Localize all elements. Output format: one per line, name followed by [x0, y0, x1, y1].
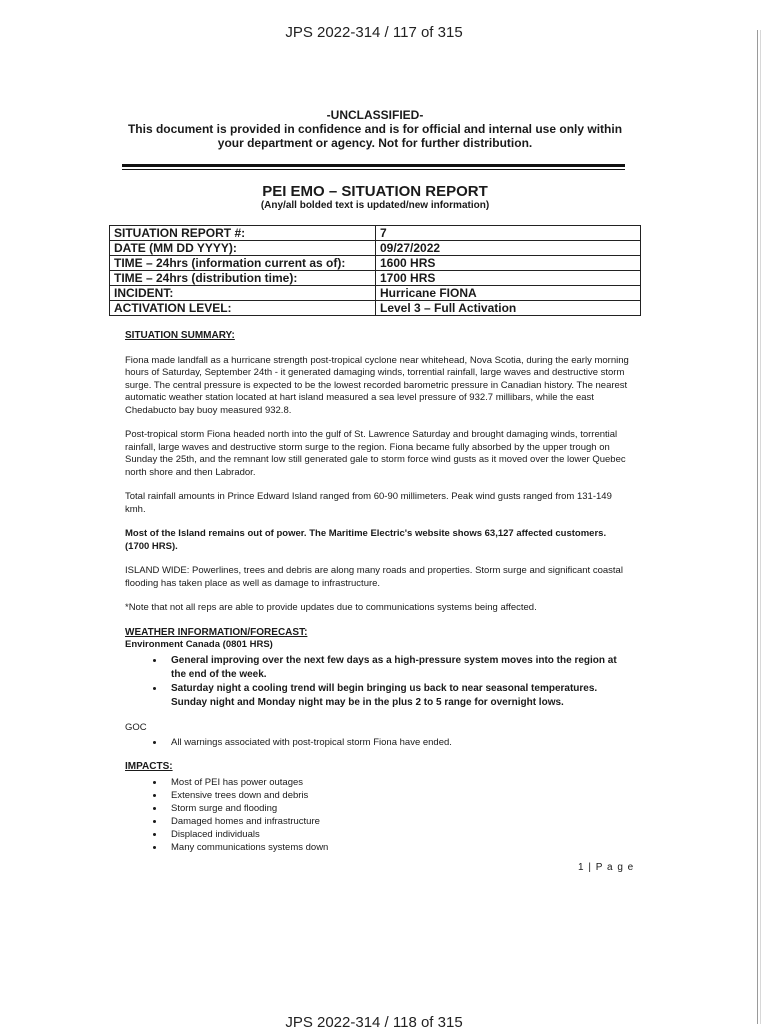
- summary-paragraph-track: Post-tropical storm Fiona headed north into the gulf of St. Lawrence Saturday and brought damaging winds, torrential rainfall, large waves and destructive storm surge to the region. Fiona became fully absorbed by the upper trough on Sunday the 25th, and the remnant low still generated gale to storm force wind gusts as it moved over the lower Quebec north shore and then Labrador.: [125, 429, 626, 478]
- report-info-table: [109, 225, 641, 316]
- impacts-list: [125, 776, 630, 854]
- header-divider-thick: [122, 164, 625, 167]
- info-label: INCIDENT:: [110, 286, 376, 301]
- info-value: 1600 HRS: [376, 256, 641, 271]
- classification-block: [120, 108, 630, 150]
- info-value: 7: [376, 226, 641, 241]
- header-divider-thin: [122, 169, 625, 170]
- list-item: • Storm surge and flooding: [165, 802, 630, 815]
- table-row: [110, 226, 641, 241]
- report-subtitle: (Any/all bolded text is updated/new information): [260, 200, 490, 211]
- list-item: • Damaged homes and infrastructure: [165, 815, 630, 828]
- document-reference-header: JPS 2022-314 / 117 of 315: [285, 24, 463, 41]
- info-label: TIME – 24hrs (distribution time):: [110, 271, 376, 286]
- report-body: [125, 330, 630, 854]
- impacts-heading: IMPACTS:: [125, 761, 173, 772]
- summary-note: *Note that not all reps are able to provide updates due to communications systems being affected.: [125, 602, 537, 613]
- summary-paragraph-power: Most of the Island remains out of power. The Maritime Electric's website shows 63,127 affected customers. (1700 HRS).: [125, 528, 607, 552]
- list-item: • Displaced individuals: [165, 828, 630, 841]
- classification-notice-line2: your department or agency. Not for further distribution.: [217, 136, 533, 150]
- table-row: [110, 301, 641, 316]
- info-label: SITUATION REPORT #:: [110, 226, 376, 241]
- weather-source: Environment Canada (0801 HRS): [125, 639, 273, 650]
- list-item: • Saturday night a cooling trend will begin bringing us back to near seasonal temperatures. Sunday night and Monday night may be in the plus 2 to 5 range for overnight lows.: [165, 682, 630, 710]
- scan-edge-shadow: [760, 30, 761, 1024]
- table-row: [110, 271, 641, 286]
- info-label: DATE (MM DD YYYY):: [110, 241, 376, 256]
- list-item: • General improving over the next few days as a high-pressure system moves into the region at the end of the week.: [165, 654, 630, 682]
- weather-heading: WEATHER INFORMATION/FORECAST:: [125, 626, 308, 638]
- info-value: Level 3 – Full Activation: [376, 301, 641, 316]
- list-item: • Extensive trees down and debris: [165, 789, 630, 802]
- info-label: TIME – 24hrs (information current as of):: [110, 256, 376, 271]
- info-value: 09/27/2022: [376, 241, 641, 256]
- table-row: [110, 286, 641, 301]
- summary-paragraph-island-wide: ISLAND WIDE: Powerlines, trees and debris are along many roads and properties. Storm surge and significant coastal flooding has taken place as well as damage to infrastructure.: [125, 565, 623, 589]
- situation-summary-heading: SITUATION SUMMARY:: [125, 330, 235, 341]
- document-reference-footer: JPS 2022-314 / 118 of 315: [285, 1014, 463, 1031]
- report-title: PEI EMO – SITUATION REPORT: [262, 183, 488, 200]
- goc-heading: GOC: [125, 721, 147, 733]
- table-row: [110, 241, 641, 256]
- table-row: [110, 256, 641, 271]
- classification-label: -UNCLASSIFIED-: [326, 108, 424, 122]
- classification-notice-line1: This document is provided in confidence and is for official and internal use only within: [127, 122, 623, 136]
- info-value: 1700 HRS: [376, 271, 641, 286]
- list-item: • Many communications systems down: [165, 841, 630, 854]
- list-item: • All warnings associated with post-tropical storm Fiona have ended.: [165, 736, 630, 749]
- info-label: ACTIVATION LEVEL:: [110, 301, 376, 316]
- summary-paragraph-rainfall: Total rainfall amounts in Prince Edward Island ranged from 60-90 millimeters. Peak wind gusts ranged from 131-149 kmh.: [125, 491, 612, 515]
- summary-paragraph-landfall: Fiona made landfall as a hurricane strength post-tropical cyclone near whitehead, Nova Scotia, during the early morning hours of Saturday, September 24th - it generated damaging winds, torrential rainfall, large waves and destructive storm surge. The central pressure is expected to be the lowest recorded barometric pressure in Canadian history. The nearest automatic weather station located at hart island measured a sea level pressure of 932.7 millibars, while the east Chedabucto bay buoy measured 932.8.: [125, 354, 629, 416]
- page-number: 1 | P a g e: [578, 862, 635, 873]
- list-item: • Most of PEI has power outages: [165, 776, 630, 789]
- weather-forecast-list: [125, 654, 630, 710]
- scan-edge-line: [757, 30, 758, 1024]
- info-value: Hurricane FIONA: [376, 286, 641, 301]
- goc-list: [125, 736, 630, 749]
